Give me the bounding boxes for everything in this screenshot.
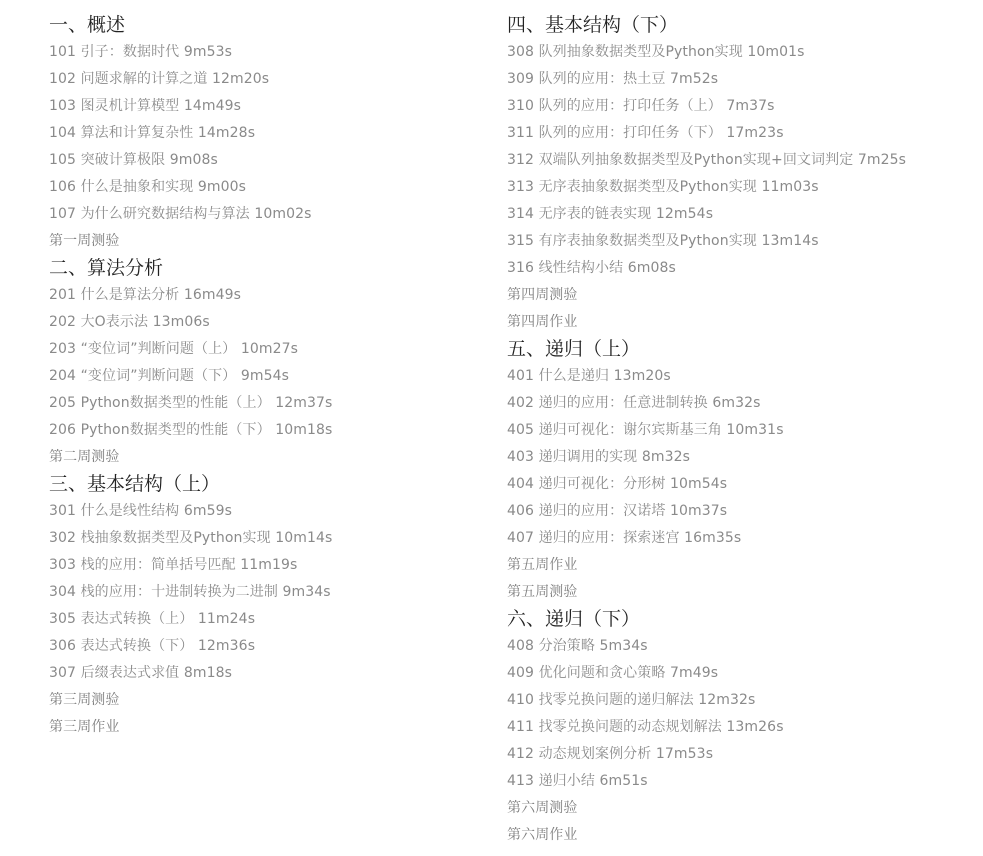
lesson-413[interactable]: 413 递归小结 6m51s — [507, 773, 648, 789]
homework-week-5[interactable]: 第五周作业 — [507, 557, 578, 573]
lesson-107[interactable]: 107 为什么研究数据结构与算法 10m02s — [49, 206, 312, 222]
section-4 — [507, 12, 977, 336]
section-2 — [49, 255, 479, 471]
lesson-407[interactable]: 407 递归的应用：探索迷宫 16m35s — [507, 530, 742, 546]
lesson-104[interactable]: 104 算法和计算复杂性 14m28s — [49, 125, 256, 141]
lesson-103[interactable]: 103 图灵机计算模型 14m49s — [49, 98, 241, 114]
quiz-week-2[interactable]: 第二周测验 — [49, 449, 120, 465]
lesson-202[interactable]: 202 大O表示法 13m06s — [49, 314, 210, 330]
lesson-410[interactable]: 410 找零兑换问题的递归解法 12m32s — [507, 692, 756, 708]
section-5 — [507, 336, 977, 606]
lesson-316[interactable]: 316 线性结构小结 6m08s — [507, 260, 676, 276]
lesson-204[interactable]: 204 “变位词”判断问题（下） 9m54s — [49, 368, 289, 384]
lesson-101[interactable]: 101 引子：数据时代 9m53s — [49, 44, 232, 60]
lesson-306[interactable]: 306 表达式转换（下） 12m36s — [49, 638, 256, 654]
lesson-106[interactable]: 106 什么是抽象和实现 9m00s — [49, 179, 247, 195]
lesson-408[interactable]: 408 分治策略 5m34s — [507, 638, 648, 654]
lesson-102[interactable]: 102 问题求解的计算之道 12m20s — [49, 71, 270, 87]
lesson-311[interactable]: 311 队列的应用：打印任务（下） 17m23s — [507, 125, 784, 141]
section-title: 四、基本结构（下） — [507, 14, 679, 36]
homework-week-3[interactable]: 第三周作业 — [49, 719, 120, 735]
lesson-401[interactable]: 401 什么是递归 13m20s — [507, 368, 671, 384]
lesson-310[interactable]: 310 队列的应用：打印任务（上） 7m37s — [507, 98, 775, 114]
homework-week-4[interactable]: 第四周作业 — [507, 314, 578, 330]
lesson-305[interactable]: 305 表达式转换（上） 11m24s — [49, 611, 256, 627]
lesson-301[interactable]: 301 什么是线性结构 6m59s — [49, 503, 232, 519]
lesson-314[interactable]: 314 无序表的链表实现 12m54s — [507, 206, 714, 222]
lesson-201[interactable]: 201 什么是算法分析 16m49s — [49, 287, 241, 303]
homework-week-6[interactable]: 第六周作业 — [507, 827, 578, 843]
lesson-307[interactable]: 307 后缀表达式求值 8m18s — [49, 665, 232, 681]
lesson-406[interactable]: 406 递归的应用：汉诺塔 10m37s — [507, 503, 728, 519]
lesson-402[interactable]: 402 递归的应用：任意进制转换 6m32s — [507, 395, 761, 411]
section-title: 三、基本结构（上） — [49, 473, 221, 495]
lesson-302[interactable]: 302 栈抽象数据类型及Python实现 10m14s — [49, 530, 333, 546]
lesson-206[interactable]: 206 Python数据类型的性能（下） 10m18s — [49, 422, 333, 438]
left-column — [49, 12, 479, 741]
lesson-308[interactable]: 308 队列抽象数据类型及Python实现 10m01s — [507, 44, 805, 60]
lesson-105[interactable]: 105 突破计算极限 9m08s — [49, 152, 218, 168]
quiz-week-6[interactable]: 第六周测验 — [507, 800, 578, 816]
lesson-412[interactable]: 412 动态规划案例分析 17m53s — [507, 746, 714, 762]
section-title: 六、递归（下） — [507, 608, 641, 630]
lesson-304[interactable]: 304 栈的应用：十进制转换为二进制 9m34s — [49, 584, 331, 600]
quiz-week-5[interactable]: 第五周测验 — [507, 584, 578, 600]
lesson-405[interactable]: 405 递归可视化：谢尔宾斯基三角 10m31s — [507, 422, 784, 438]
lesson-409[interactable]: 409 优化问题和贪心策略 7m49s — [507, 665, 719, 681]
lesson-303[interactable]: 303 栈的应用：简单括号匹配 11m19s — [49, 557, 298, 573]
lesson-205[interactable]: 205 Python数据类型的性能（上） 12m37s — [49, 395, 333, 411]
section-title: 五、递归（上） — [507, 338, 641, 360]
section-3 — [49, 471, 479, 741]
quiz-week-3[interactable]: 第三周测验 — [49, 692, 120, 708]
right-column — [507, 12, 977, 849]
section-title: 一、概述 — [49, 14, 126, 36]
lesson-313[interactable]: 313 无序表抽象数据类型及Python实现 11m03s — [507, 179, 819, 195]
lesson-312[interactable]: 312 双端队列抽象数据类型及Python实现+回文词判定 7m25s — [507, 152, 907, 168]
section-1 — [49, 12, 479, 255]
lesson-315[interactable]: 315 有序表抽象数据类型及Python实现 13m14s — [507, 233, 819, 249]
lesson-403[interactable]: 403 递归调用的实现 8m32s — [507, 449, 690, 465]
lesson-309[interactable]: 309 队列的应用：热土豆 7m52s — [507, 71, 719, 87]
lesson-203[interactable]: 203 “变位词”判断问题（上） 10m27s — [49, 341, 298, 357]
section-title: 二、算法分析 — [49, 257, 164, 279]
lesson-404[interactable]: 404 递归可视化：分形树 10m54s — [507, 476, 728, 492]
section-6 — [507, 606, 977, 849]
lesson-411[interactable]: 411 找零兑换问题的动态规划解法 13m26s — [507, 719, 784, 735]
quiz-week-4[interactable]: 第四周测验 — [507, 287, 578, 303]
quiz-week-1[interactable]: 第一周测验 — [49, 233, 120, 249]
